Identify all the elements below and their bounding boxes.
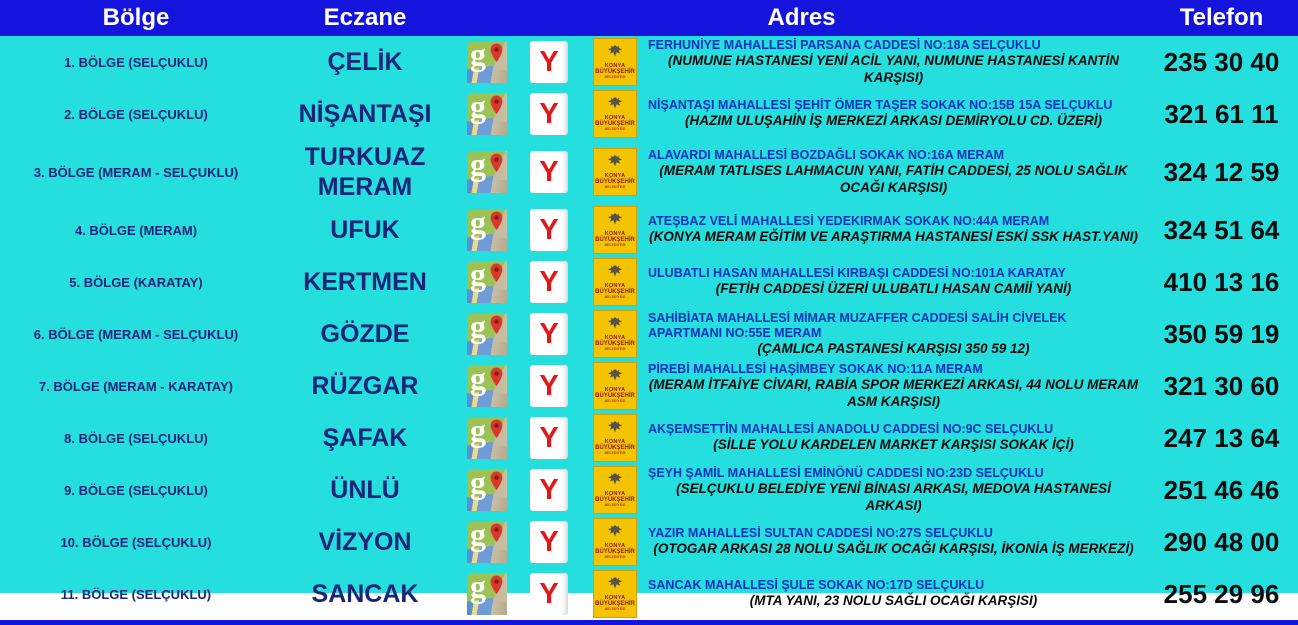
address-landmark-note: (SİLLE YOLU KARDELEN MARKET KARŞISI SOKAK İÇİ) [713, 437, 1074, 453]
yandex-maps-cell [516, 209, 582, 251]
yandex-y-letter: Y [539, 213, 559, 246]
konya-logo-text-1: KONYA [604, 439, 626, 446]
header-telefon: Telefon [1179, 4, 1264, 31]
address-line: ULUBATLI HASAN MAHALLESİ KIRBAŞI CADDESİ NO:101A KARATAY [648, 266, 1066, 281]
table-row [0, 308, 1298, 360]
yandex-maps-cell [516, 93, 582, 135]
google-maps-cell [458, 88, 516, 135]
pharmacy-name: GÖZDE [320, 320, 410, 348]
konya-logo-text-3: BELEDİYESİ [604, 346, 626, 351]
pharmacy-name: TURKUAZ MERAM [304, 143, 426, 201]
google-g-letter: g [470, 204, 486, 240]
konya-logo-text-1: KONYA [604, 543, 626, 550]
address-landmark-note: (KONYA MERAM EĞİTİM VE ARAŞTIRMA HASTANESİ ESKİ SSK HAST.YANI) [649, 229, 1138, 245]
konya-belediyesi-icon[interactable] [593, 90, 637, 138]
google-maps-cell [458, 204, 516, 251]
konya-logo-text-2: BÜYÜKŞEHİR [595, 237, 635, 244]
address-cell [648, 422, 1145, 453]
google-maps-cell [458, 308, 516, 355]
konya-belediyesi-icon[interactable] [593, 148, 637, 196]
google-maps-cell [458, 412, 516, 459]
map-pin-icon [489, 263, 504, 283]
yandex-maps-icon[interactable] [530, 313, 568, 355]
address-cell [648, 466, 1145, 513]
address-line: SAHİBİATA MAHALLESİ MİMAR MUZAFFER CADDESİ SALİH CİVELEK APARTMANI NO:55E MERAM [648, 310, 1067, 340]
google-g-letter: g [470, 568, 486, 604]
double-headed-eagle-icon [606, 368, 624, 386]
google-maps-icon[interactable] [467, 204, 507, 251]
google-maps-cell [458, 464, 516, 511]
phone-number: 350 59 19 [1163, 318, 1280, 349]
konya-logo-text-3: BELEDİYESİ [604, 398, 626, 403]
google-maps-icon[interactable] [467, 516, 507, 563]
google-maps-icon[interactable] [467, 88, 507, 135]
yandex-maps-icon[interactable] [530, 417, 568, 459]
map-pin-icon [489, 211, 504, 231]
address-landmark-note: (OTOGAR ARKASI 28 NOLU SAĞLIK OCAĞI KARŞISI, İKONİA İŞ MERKEZİ) [653, 541, 1134, 557]
konya-belediyesi-icon[interactable] [593, 414, 637, 462]
address-line: PİREBİ MAHALLESİ HAŞİMBEY SOKAK NO:11A MERAM [648, 362, 983, 377]
konya-belediyesi-cell [582, 414, 648, 462]
address-landmark-note: (HAZIM ULUŞAHİN İŞ MERKEZİ ARKASI DEMİRYOLU CD. ÜZERİ) [685, 113, 1102, 129]
table-row [0, 204, 1298, 256]
konya-logo-text-2: BÜYÜKŞEHİR [595, 445, 635, 452]
konya-logo-text-1: KONYA [604, 335, 626, 342]
double-headed-eagle-icon [606, 154, 624, 172]
yandex-maps-icon[interactable] [530, 521, 568, 563]
konya-logo-text-2: BÜYÜKŞEHİR [595, 393, 635, 400]
address-line: ALAVARDI MAHALLESİ BOZDAĞLI SOKAK NO:16A MERAM [648, 148, 1005, 163]
yandex-maps-icon[interactable] [530, 469, 568, 511]
yandex-maps-icon[interactable] [530, 365, 568, 407]
address-line: AKŞEMSETTİN MAHALLESİ ANADOLU CADDESİ NO:9C SELÇUKLU [648, 422, 1054, 437]
address-landmark-note: (ÇAMLICA PASTANESİ KARŞISI 350 59 12) [757, 340, 1030, 356]
yandex-maps-cell [516, 41, 582, 83]
map-pin-icon [489, 575, 504, 595]
address-landmark-note: (MERAM İTFAİYE CİVARI, RABİA SPOR MERKEZİ ARKASI, 44 NOLU MERAM ASM KARŞISI) [648, 377, 1139, 409]
region-label: 8. BÖLGE (SELÇUKLU) [64, 430, 208, 446]
yandex-maps-cell [516, 261, 582, 303]
table-row [0, 256, 1298, 308]
google-g-letter: g [470, 88, 486, 124]
bottom-divider [0, 620, 1298, 625]
yandex-y-letter: Y [539, 155, 559, 188]
google-maps-icon[interactable] [467, 36, 507, 83]
yandex-y-letter: Y [539, 421, 559, 454]
address-cell [648, 214, 1145, 245]
konya-logo-text-3: BELEDİYESİ [604, 294, 626, 299]
phone-number: 235 30 40 [1163, 46, 1280, 77]
header-eczane: Eczane [323, 4, 407, 31]
address-cell [648, 311, 1145, 357]
konya-belediyesi-icon[interactable] [593, 206, 637, 254]
double-headed-eagle-icon [606, 576, 624, 594]
address-cell [648, 148, 1145, 195]
pharmacy-name: UFUK [330, 216, 400, 244]
map-pin-icon [489, 43, 504, 63]
table-body [0, 36, 1298, 620]
google-g-letter: g [470, 146, 486, 182]
google-maps-icon[interactable] [467, 256, 507, 303]
table-row [0, 412, 1298, 464]
address-landmark-note: (SELÇUKLU BELEDİYE YENİ BİNASI ARKASI, MEDOVA HASTANESİ ARKASI) [676, 481, 1111, 513]
region-label: 10. BÖLGE (SELÇUKLU) [60, 534, 212, 550]
google-maps-icon[interactable] [467, 464, 507, 511]
table-row [0, 360, 1298, 412]
yandex-maps-cell [516, 151, 582, 193]
konya-logo-text-2: BÜYÜKŞEHİR [595, 497, 635, 504]
konya-logo-text-1: KONYA [604, 387, 626, 394]
region-label: 2. BÖLGE (SELÇUKLU) [64, 106, 208, 122]
yandex-maps-icon[interactable] [530, 151, 568, 193]
konya-logo-text-3: BELEDİYESİ [604, 184, 626, 189]
address-line: YAZIR MAHALLESİ SULTAN CADDESİ NO:27S SELÇUKLU [648, 526, 993, 541]
yandex-y-letter: Y [539, 45, 559, 78]
phone-number: 247 13 64 [1163, 422, 1280, 453]
table-row [0, 464, 1298, 516]
konya-belediyesi-cell [582, 362, 648, 410]
konya-logo-text-3: BELEDİYESİ [604, 74, 626, 79]
yandex-y-letter: Y [539, 97, 559, 130]
address-landmark-note: (MERAM TATLISES LAHMACUN YANI, FATİH CADDESİ, 25 NOLU SAĞLIK OCAĞI KARŞISI) [659, 163, 1128, 195]
phone-number: 410 13 16 [1163, 266, 1280, 297]
konya-logo-text-1: KONYA [604, 173, 626, 180]
pharmacy-name: ÜNLÜ [330, 476, 400, 504]
konya-logo-text-3: BELEDİYESİ [604, 606, 626, 611]
address-cell [648, 38, 1145, 85]
pharmacy-name: VİZYON [318, 528, 412, 556]
address-line: ATEŞBAZ VELİ MAHALLESİ YEDEKIRMAK SOKAK NO:44A MERAM [648, 214, 1050, 229]
google-g-letter: g [470, 308, 486, 344]
konya-belediyesi-cell [582, 518, 648, 566]
google-g-letter: g [470, 36, 486, 72]
pharmacy-name: RÜZGAR [311, 372, 419, 400]
yandex-y-letter: Y [539, 265, 559, 298]
konya-logo-text-3: BELEDİYESİ [604, 450, 626, 455]
konya-belediyesi-cell [582, 466, 648, 514]
address-landmark-note: (NUMUNE HASTANESİ YENİ ACİL YANI, NUMUNE HASTANESİ KANTİN KARŞISI) [667, 53, 1120, 85]
yandex-y-letter: Y [539, 317, 559, 350]
yandex-y-letter: Y [539, 577, 559, 610]
phone-number: 321 30 60 [1163, 370, 1280, 401]
konya-logo-text-1: KONYA [604, 231, 626, 238]
konya-belediyesi-cell [582, 38, 648, 86]
header-adres: Adres [767, 4, 836, 31]
address-line: ŞEYH ŞAMİL MAHALLESİ EMİNÖNÜ CADDESİ NO:23D SELÇUKLU [648, 466, 1044, 481]
pharmacy-name: KERTMEN [303, 268, 427, 296]
konya-belediyesi-cell [582, 148, 648, 196]
google-maps-icon[interactable] [467, 360, 507, 407]
map-pin-icon [489, 419, 504, 439]
konya-belediyesi-icon[interactable] [593, 310, 637, 358]
google-g-letter: g [470, 360, 486, 396]
yandex-maps-icon[interactable] [530, 93, 568, 135]
address-line: SANCAK MAHALLESİ ŞULE SOKAK NO:17D SELÇUKLU [648, 578, 985, 593]
konya-belediyesi-icon[interactable] [593, 38, 637, 86]
map-pin-icon [489, 95, 504, 115]
yandex-maps-cell [516, 573, 582, 615]
yandex-maps-icon[interactable] [530, 573, 568, 615]
double-headed-eagle-icon [606, 96, 624, 114]
google-maps-cell [458, 568, 516, 615]
region-label: 1. BÖLGE (SELÇUKLU) [64, 54, 208, 70]
konya-logo-text-2: BÜYÜKŞEHİR [595, 341, 635, 348]
table-row [0, 88, 1298, 140]
address-cell [648, 526, 1145, 557]
konya-belediyesi-cell [582, 570, 648, 618]
pharmacy-name: ÇELİK [327, 48, 403, 76]
konya-logo-text-1: KONYA [604, 115, 626, 122]
address-cell [648, 98, 1145, 129]
google-g-letter: g [470, 516, 486, 552]
konya-logo-text-3: BELEDİYESİ [604, 242, 626, 247]
double-headed-eagle-icon [606, 472, 624, 490]
phone-number: 290 48 00 [1163, 526, 1280, 557]
konya-belediyesi-cell [582, 206, 648, 254]
table-header [0, 0, 1298, 36]
google-maps-cell [458, 36, 516, 83]
konya-belediyesi-icon[interactable] [593, 518, 637, 566]
konya-belediyesi-icon[interactable] [593, 570, 637, 618]
google-g-letter: g [470, 256, 486, 292]
konya-logo-text-1: KONYA [604, 63, 626, 70]
double-headed-eagle-icon [606, 44, 624, 62]
region-label: 11. BÖLGE (SELÇUKLU) [60, 586, 212, 602]
table-row [0, 516, 1298, 568]
yandex-y-letter: Y [539, 525, 559, 558]
konya-logo-text-1: KONYA [604, 595, 626, 602]
region-label: 6. BÖLGE (MERAM - SELÇUKLU) [33, 326, 239, 342]
double-headed-eagle-icon [606, 264, 624, 282]
yandex-y-letter: Y [539, 369, 559, 402]
google-maps-icon[interactable] [467, 412, 507, 459]
konya-logo-text-1: KONYA [604, 283, 626, 290]
konya-belediyesi-cell [582, 90, 648, 138]
map-pin-icon [489, 315, 504, 335]
konya-logo-text-2: BÜYÜKŞEHİR [595, 549, 635, 556]
google-maps-icon[interactable] [467, 568, 507, 615]
region-label: 9. BÖLGE (SELÇUKLU) [64, 482, 208, 498]
phone-number: 324 51 64 [1163, 214, 1280, 245]
konya-logo-text-3: BELEDİYESİ [604, 502, 626, 507]
yandex-maps-cell [516, 521, 582, 563]
konya-belediyesi-icon[interactable] [593, 466, 637, 514]
konya-logo-text-2: BÜYÜKŞEHİR [595, 601, 635, 608]
konya-logo-text-2: BÜYÜKŞEHİR [595, 121, 635, 128]
address-line: NİŞANTAŞI MAHALLESİ ŞEHİT ÖMER TAŞER SOKAK NO:15B 15A SELÇUKLU [648, 98, 1113, 113]
map-pin-icon [489, 471, 504, 491]
konya-belediyesi-icon[interactable] [593, 258, 637, 306]
google-maps-cell [458, 146, 516, 193]
region-label: 4. BÖLGE (MERAM) [74, 222, 198, 238]
google-maps-icon[interactable] [467, 146, 507, 193]
yandex-maps-cell [516, 469, 582, 511]
yandex-maps-icon[interactable] [530, 261, 568, 303]
region-label: 3. BÖLGE (MERAM - SELÇUKLU) [33, 164, 239, 180]
pharmacy-name: SANCAK [311, 580, 419, 608]
header-bolge: Bölge [102, 4, 170, 31]
yandex-maps-cell [516, 365, 582, 407]
konya-logo-text-1: KONYA [604, 491, 626, 498]
address-landmark-note: (FETİH CADDESİ ÜZERİ ULUBATLI HASAN CAMİİ YANİ) [715, 281, 1072, 297]
phone-number: 255 29 96 [1163, 578, 1280, 609]
phone-number: 251 46 46 [1163, 474, 1280, 505]
google-maps-cell [458, 256, 516, 303]
address-cell [648, 578, 1145, 609]
google-g-letter: g [470, 412, 486, 448]
google-g-letter: g [470, 464, 486, 500]
konya-belediyesi-icon[interactable] [593, 362, 637, 410]
konya-belediyesi-cell [582, 310, 648, 358]
phone-number: 321 61 11 [1164, 98, 1279, 129]
pharmacy-name: NİŞANTAŞI [298, 100, 432, 128]
map-pin-icon [489, 367, 504, 387]
double-headed-eagle-icon [606, 524, 624, 542]
map-pin-icon [489, 153, 504, 173]
region-label: 5. BÖLGE (KARATAY) [69, 274, 203, 290]
konya-logo-text-2: BÜYÜKŞEHİR [595, 289, 635, 296]
konya-logo-text-3: BELEDİYESİ [604, 126, 626, 131]
google-maps-cell [458, 516, 516, 563]
yandex-maps-icon[interactable] [530, 209, 568, 251]
address-landmark-note: (MTA YANI, 23 NOLU SAĞLI OCAĞI KARŞISI) [749, 593, 1038, 609]
konya-logo-text-2: BÜYÜKŞEHİR [595, 179, 635, 186]
pharmacy-name: ŞAFAK [322, 424, 408, 452]
yandex-y-letter: Y [539, 473, 559, 506]
address-cell [648, 362, 1145, 409]
phone-number: 324 12 59 [1163, 156, 1280, 187]
table-row [0, 140, 1298, 204]
address-cell [648, 266, 1145, 297]
double-headed-eagle-icon [606, 316, 624, 334]
table-row [0, 568, 1298, 620]
table-row [0, 36, 1298, 88]
google-maps-cell [458, 360, 516, 407]
yandex-maps-icon[interactable] [530, 41, 568, 83]
address-line: FERHUNİYE MAHALLESİ PARSANA CADDESİ NO:18A SELÇUKLU [648, 38, 1041, 53]
konya-belediyesi-cell [582, 258, 648, 306]
konya-logo-text-2: BÜYÜKŞEHİR [595, 69, 635, 76]
yandex-maps-cell [516, 417, 582, 459]
yandex-maps-cell [516, 313, 582, 355]
konya-logo-text-3: BELEDİYESİ [604, 554, 626, 559]
google-maps-icon[interactable] [467, 308, 507, 355]
double-headed-eagle-icon [606, 420, 624, 438]
double-headed-eagle-icon [606, 212, 624, 230]
region-label: 7. BÖLGE (MERAM - KARATAY) [38, 378, 234, 394]
map-pin-icon [489, 523, 504, 543]
